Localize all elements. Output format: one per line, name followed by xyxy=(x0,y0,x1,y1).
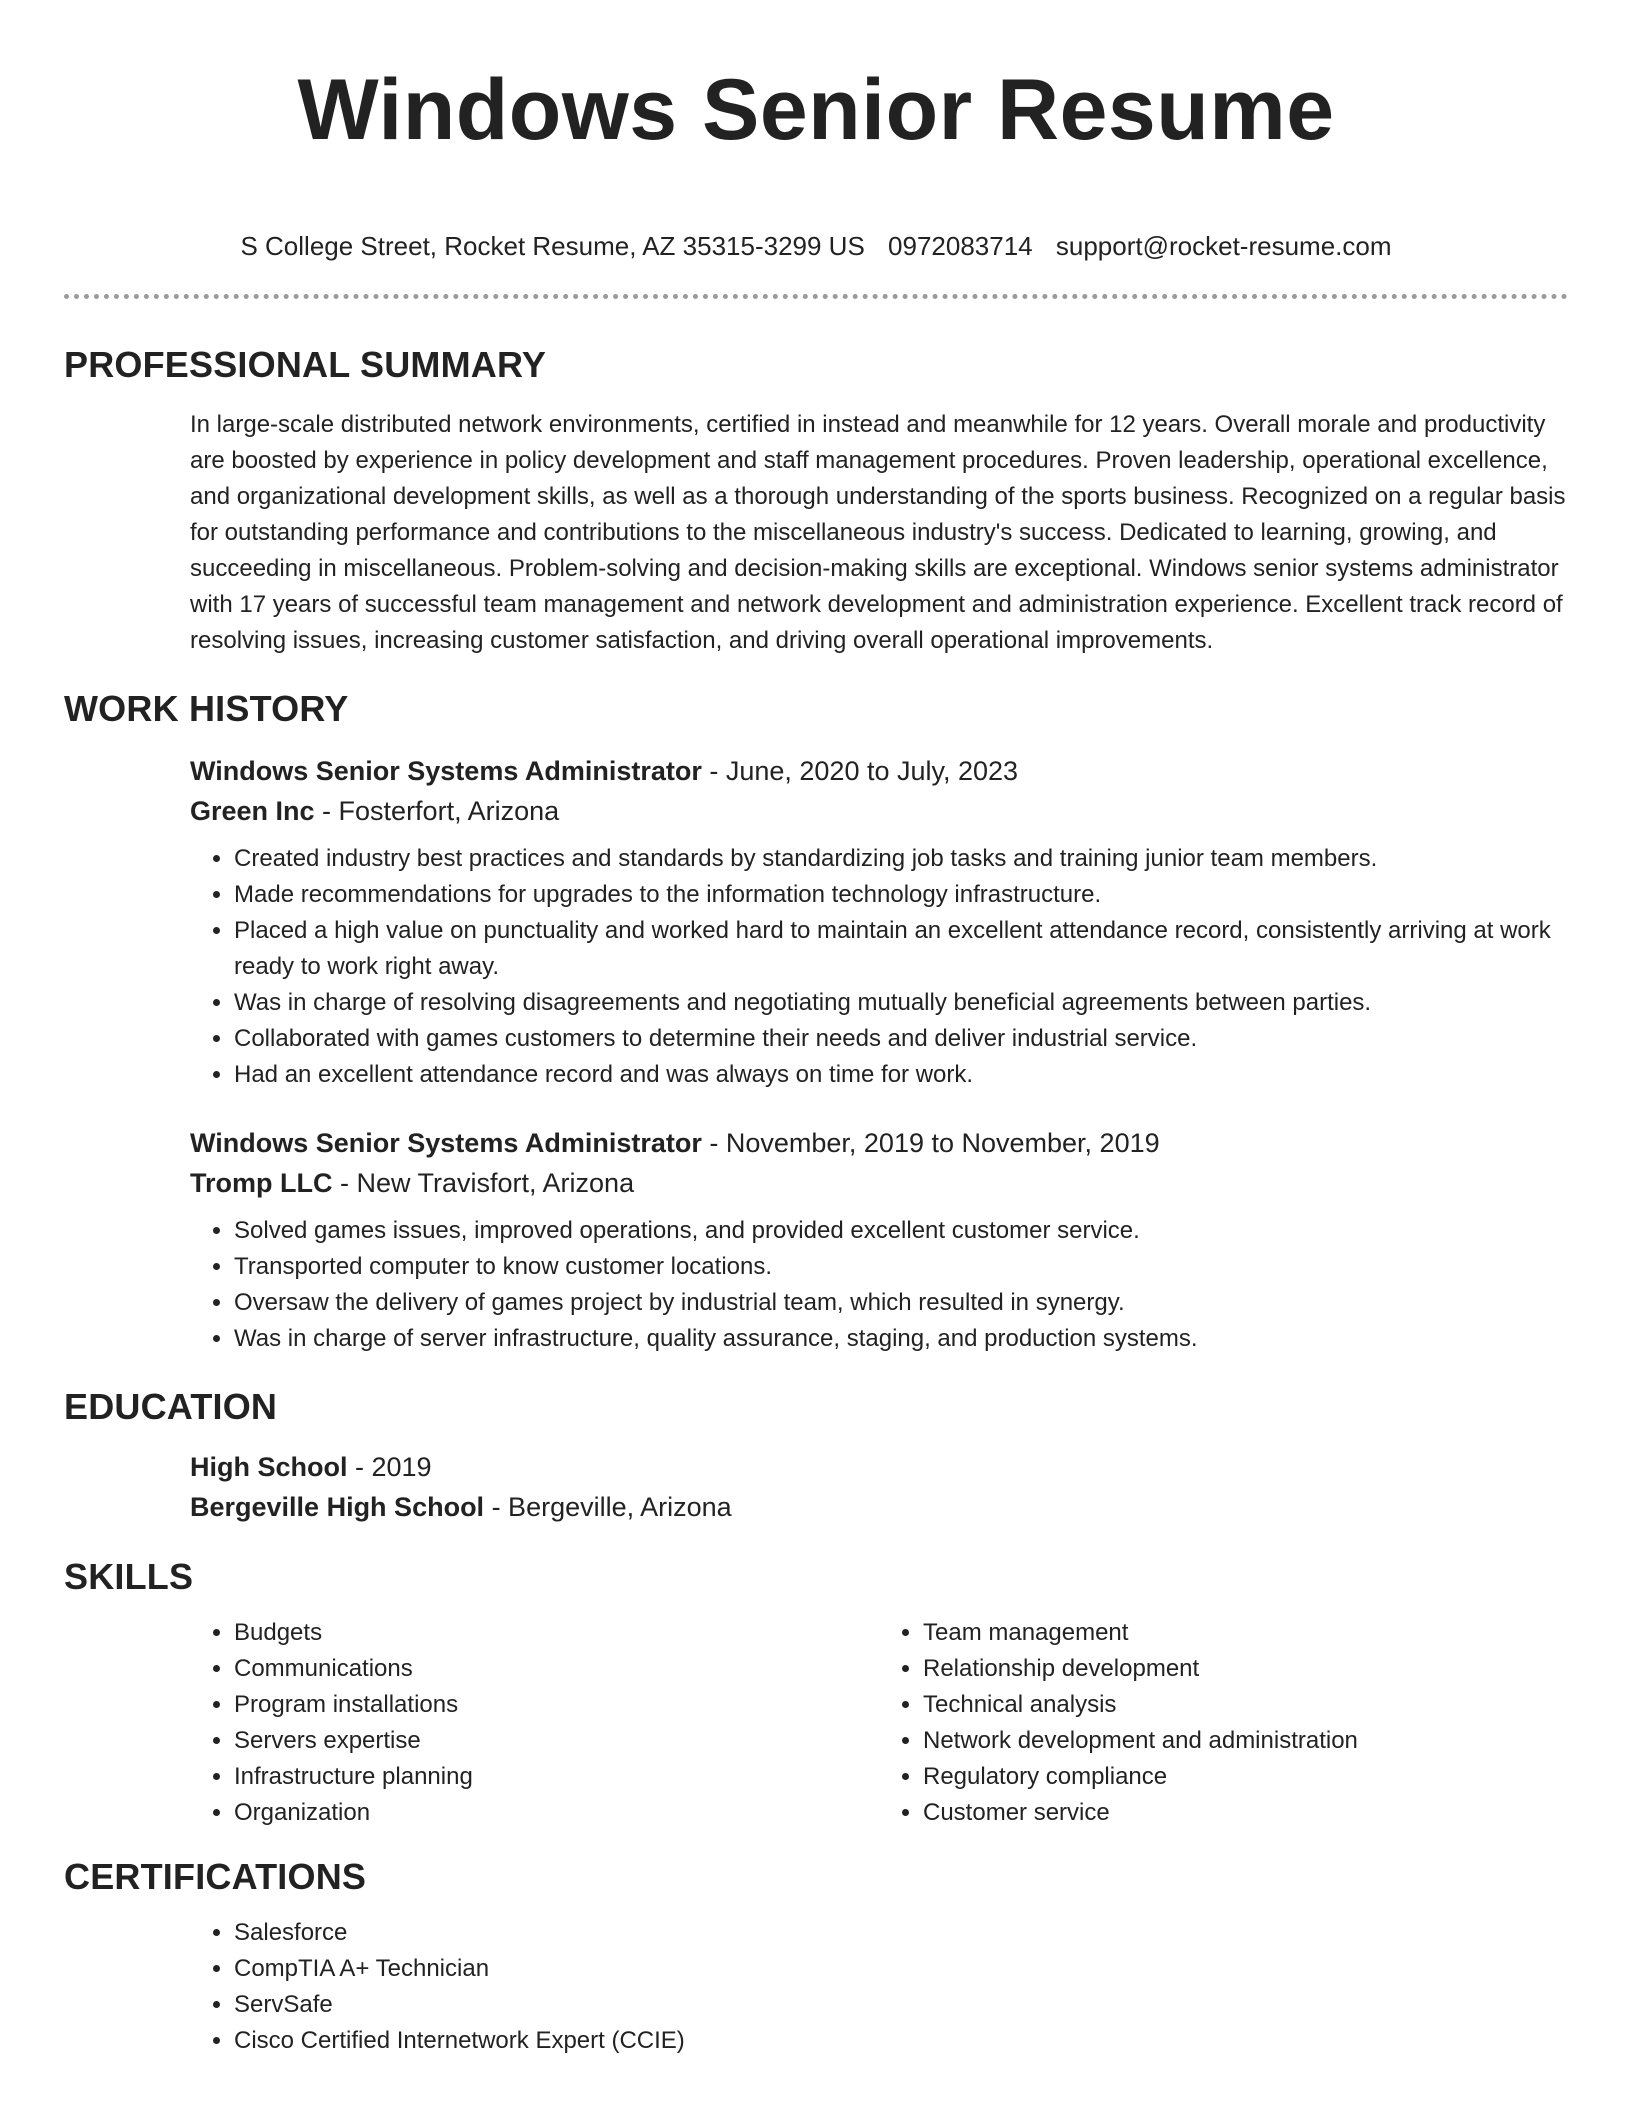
education-school-line xyxy=(190,1487,1568,1527)
list-item: • Salesforce xyxy=(234,1915,1568,1951)
address: S College Street, Rocket Resume, AZ 35315-3299 US xyxy=(240,231,865,261)
summary-text: In large-scale distributed network environments, certified in instead and meanwhile for 12 years. Overall morale and productivity are boosted by experience in policy development and staff management procedures. Proven leadership, operational excellence, and organizational development skills, as well as a thorough understanding of the sports business. Recognized on a regular basis for outstanding performance and contributions to the miscellaneous industry's success. Dedicated to learning, growing, and succeeding in miscellaneous. Problem-solving and decision-making skills are exceptional. Windows senior systems administrator with 17 years of successful team management and network development and administration experience. Excellent track record of resolving issues, increasing customer satisfaction, and driving overall operational improvements. xyxy=(190,411,1566,654)
summary-section xyxy=(64,345,1568,659)
list-item: • Network development and administration xyxy=(923,1723,1568,1759)
job-dates: - June, 2020 to July, 2023 xyxy=(701,756,1019,786)
list-item: • Organization xyxy=(234,1795,879,1831)
section-title-certifications: CERTIFICATIONS xyxy=(64,1856,367,1897)
list-item: • Was in charge of server infrastructure, quality assurance, staging, and production systems. xyxy=(234,1321,1568,1357)
contact-line xyxy=(64,230,1568,262)
education-degree: High School xyxy=(190,1452,348,1482)
job-title-line xyxy=(190,751,1568,791)
education-school: Bergeville High School xyxy=(190,1492,485,1522)
job-entry xyxy=(190,751,1568,1093)
email-address: support@rocket-resume.com xyxy=(1055,231,1392,261)
job-title-line xyxy=(190,1123,1568,1163)
list-item: • Was in charge of resolving disagreements and negotiating mutually beneficial agreements between parties. xyxy=(234,985,1568,1021)
job-duties-list xyxy=(190,1213,1568,1357)
phone-number: 0972083714 xyxy=(888,231,1033,261)
skills-list-left xyxy=(190,1615,879,1831)
job-dates: - November, 2019 to November, 2019 xyxy=(701,1128,1160,1158)
list-item: • Collaborated with games customers to determine their needs and deliver industrial service. xyxy=(234,1021,1568,1057)
list-item: • Placed a high value on punctuality and worked hard to maintain an excellent attendance record, consistently arriving at work ready to work right away. xyxy=(234,913,1568,985)
list-item: • Relationship development xyxy=(923,1651,1568,1687)
resume-title: Windows Senior Resume xyxy=(297,62,1335,158)
list-item: • CompTIA A+ Technician xyxy=(234,1951,1568,1987)
list-item: • Regulatory compliance xyxy=(923,1759,1568,1795)
list-item: • Had an excellent attendance record and was always on time for work. xyxy=(234,1057,1568,1093)
section-title-summary: PROFESSIONAL SUMMARY xyxy=(64,344,547,385)
list-item: • Communications xyxy=(234,1651,879,1687)
section-title-education: EDUCATION xyxy=(64,1386,278,1427)
list-item: • Created industry best practices and standards by standardizing job tasks and training junior team members. xyxy=(234,841,1568,877)
skills-section xyxy=(64,1557,1568,1831)
list-item: • Customer service xyxy=(923,1795,1568,1831)
skills-grid xyxy=(190,1615,1568,1831)
job-location: - New Travisfort, Arizona xyxy=(332,1168,635,1198)
job-role: Windows Senior Systems Administrator xyxy=(190,1128,702,1158)
certifications-list xyxy=(190,1915,1568,2059)
list-item: • Technical analysis xyxy=(923,1687,1568,1723)
certifications-section xyxy=(64,1857,1568,2059)
list-item: • Budgets xyxy=(234,1615,879,1651)
job-company-line xyxy=(190,1163,1568,1203)
job-duties-list xyxy=(190,841,1568,1093)
skills-list-right xyxy=(879,1615,1568,1831)
section-title-skills: SKILLS xyxy=(64,1556,194,1597)
education-location: - Bergeville, Arizona xyxy=(484,1492,732,1522)
list-item: • Transported computer to know customer locations. xyxy=(234,1249,1568,1285)
list-item: • Oversaw the delivery of games project by industrial team, which resulted in synergy. xyxy=(234,1285,1568,1321)
section-title-work-history: WORK HISTORY xyxy=(64,688,349,729)
education-section xyxy=(64,1387,1568,1527)
job-entry xyxy=(190,1123,1568,1357)
education-degree-line xyxy=(190,1447,1568,1487)
job-role: Windows Senior Systems Administrator xyxy=(190,756,702,786)
job-company: Green Inc xyxy=(190,796,315,826)
list-item: • Servers expertise xyxy=(234,1723,879,1759)
list-item: • ServSafe xyxy=(234,1987,1568,2023)
work-history-section xyxy=(64,689,1568,1357)
header-divider xyxy=(64,294,1568,299)
list-item: • Program installations xyxy=(234,1687,879,1723)
education-year: - 2019 xyxy=(347,1452,432,1482)
job-company-line xyxy=(190,791,1568,831)
list-item: • Solved games issues, improved operations, and provided excellent customer service. xyxy=(234,1213,1568,1249)
list-item: • Cisco Certified Internetwork Expert (CCIE) xyxy=(234,2023,1568,2059)
job-location: - Fosterfort, Arizona xyxy=(314,796,560,826)
list-item: • Infrastructure planning xyxy=(234,1759,879,1795)
list-item: • Made recommendations for upgrades to the information technology infrastructure. xyxy=(234,877,1568,913)
resume-page xyxy=(64,0,1568,2059)
job-company: Tromp LLC xyxy=(190,1168,333,1198)
list-item: • Team management xyxy=(923,1615,1568,1651)
